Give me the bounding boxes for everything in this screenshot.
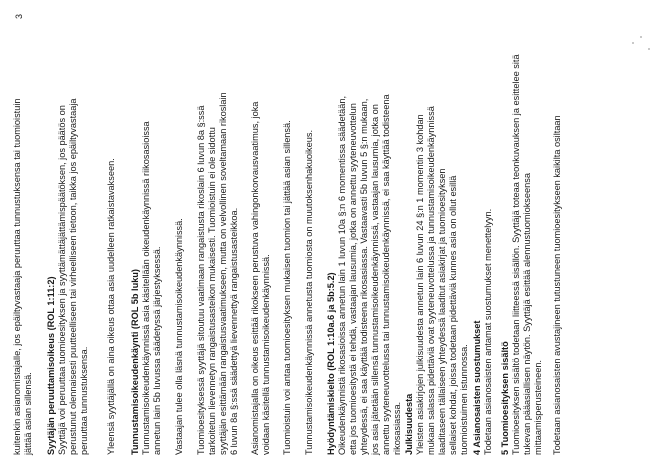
paragraph-text: Oikeudenkäynnistä rikosasioissa annetun lain 1 luvun 10a §:n 6 momentissa säädetään, etta jos tuomioesitystä ei tehdä, vastaajan lausumia, jotka on annettu syyteneuvottelun yhteydessä, ei saa käyttää todisteena rikosasiassa. Vastaavasti 5b luvun 5 §:n mukaan, jos asia jätetään sillensä tunnustamisoikeudenkäynnissä, vastaajan lausumia, jotka on annettu syyteneuvottelussa tai tunnustamisoikeudenkäynnissä, ei saa käyttää todisteena rikosasiassa.	[337, 94, 402, 455]
paragraph-text: Syyttäjä voi peruuttaa tuomioesityksen ja syyttämättäjättämispäätöksen, jos päätös on perustunut olennaisesti puutteelliseen tai virheelliseen tietoon, taikka jos epäiltyvastaaja peruuttaa tunnustuksensa.	[57, 98, 89, 455]
section-heading: Julkisuudesta	[404, 393, 414, 455]
section-consents	[472, 15, 494, 455]
paragraph-text: Tunnustamisoikeudenkäynnissä annetusta tuomiosta on muutoksenhakuoikeus.	[304, 130, 314, 455]
section-exploitation-ban	[326, 15, 403, 455]
paragraph-text: Todetaan asianosaisten avustajineen tutustuneen tuomioesitykseen kaikilta osiltaan	[552, 115, 562, 455]
paragraph-text: Vastaajan tulee olla läsnä tunnustamisoikeudenkäynnissä.	[174, 218, 184, 455]
section-heading: Syytäjän peruuttamisoikeus (ROL 1:11:2)	[46, 276, 56, 455]
paragraph-presence	[174, 15, 185, 455]
scan-speck	[632, 42, 634, 44]
section-heading: 4 Asianosaisten suostumukset	[472, 320, 482, 455]
section-proposal-content	[500, 15, 544, 455]
scan-speck	[640, 36, 642, 38]
paragraph-judgment	[282, 15, 293, 455]
section-prosecutor-withdrawal	[46, 15, 90, 455]
paragraph-intro-continuation	[12, 15, 34, 455]
paragraph-closing	[552, 15, 563, 455]
paragraph-text: Tunnustamisoikeudenkäynnissä asia käsitellään oikeudenkäynnissä riikosasioissa annetun lain 5b luvussa säädetyssä järjestyksessä.	[141, 121, 162, 455]
paragraph-text: Tuomioesityksen sisältö todetaan liitteessä sisällön. Syyttäjä toteaa teonkuvauksen ja esittelee sitä tukevan pääasiallisen näytön. Syyttäjä esittää alennustuomiokseensa mittaamisperusteineen.	[511, 54, 543, 455]
paragraph-compensation	[250, 15, 272, 455]
paragraph-text: Asianomistajalla on oikeus esittää rikokseen perustuva vahingonkorvausvaatimus, joka voidaan käsitellä tunnustamisoikeudenkäynnissä.	[250, 101, 271, 455]
section-heading: Tunnustamisoikeudenkäynti (ROL 5b luku)	[130, 269, 140, 455]
paragraph-text: Tuomioistuin voi antaa tuomioesityksen mukaisen tuomion tai jättää asian sillensä.	[282, 120, 292, 455]
paragraph-text: kuitenkin asianomistajalle, jos epäiltyvastaaja peruuttaa tunnustuksensa tai tuomioistuin jättää asian sillensä.	[12, 98, 33, 455]
paragraph-sentencing	[196, 15, 240, 455]
paragraph-text: Yleisten asiakirjojen julkisuudesta annetun lain 6 luvun 24 §:n 1 momentin 3 kohdan mukaan salassa pidettäviä ovat syyteneuvottelussa ja tunnustamisoikeudenkäynnissä laaditaseen tällaiseen yhteydessä laaditut asiakirjat ja tuomioesityksen sellaiset kohdat, joissa todetaan pidettäviä kunnes asia on ollut esillä tuomioistuimen istunnossa.	[415, 106, 469, 455]
paragraph-appeal	[304, 15, 315, 455]
section-publicity	[404, 15, 470, 455]
section-heading: 5 Tuomioesityksen sisältö	[500, 341, 510, 455]
section-confession-proceedings	[130, 15, 163, 455]
paragraph-text: Tuomioesityksessä syyttäjä sitoutuu vaatimaan rangaistusta rikoslain 6 luvun 8a §:ssä tarkoitetun lievennetyn rangaistusasteikon mukaisesti. Tuomioistuin ei ole sidottu syyttäjän esittämään rangaistusvaatimukseen, mutta on velvollinen soveltamaan rikoslain 6 luvun 8a §:ssä säädettyä lievennettyä rangaistusasteikkoa.	[196, 92, 239, 455]
paragraph-text: Todetaan asianosaisten antamat suostumukset menettelyyn.	[483, 208, 493, 455]
paragraph-text: Yleensä syyttäjällä on aina oikeus ottaa asia uudelleen ratkaistavakseen.	[106, 158, 116, 455]
page-number: 3	[14, 13, 24, 19]
paragraph-reconsideration	[106, 15, 117, 455]
scan-speck	[648, 48, 650, 50]
section-heading: Hyödyntämiskielto (ROL 1:10a.6 ja 5b:5.2)	[326, 272, 336, 455]
